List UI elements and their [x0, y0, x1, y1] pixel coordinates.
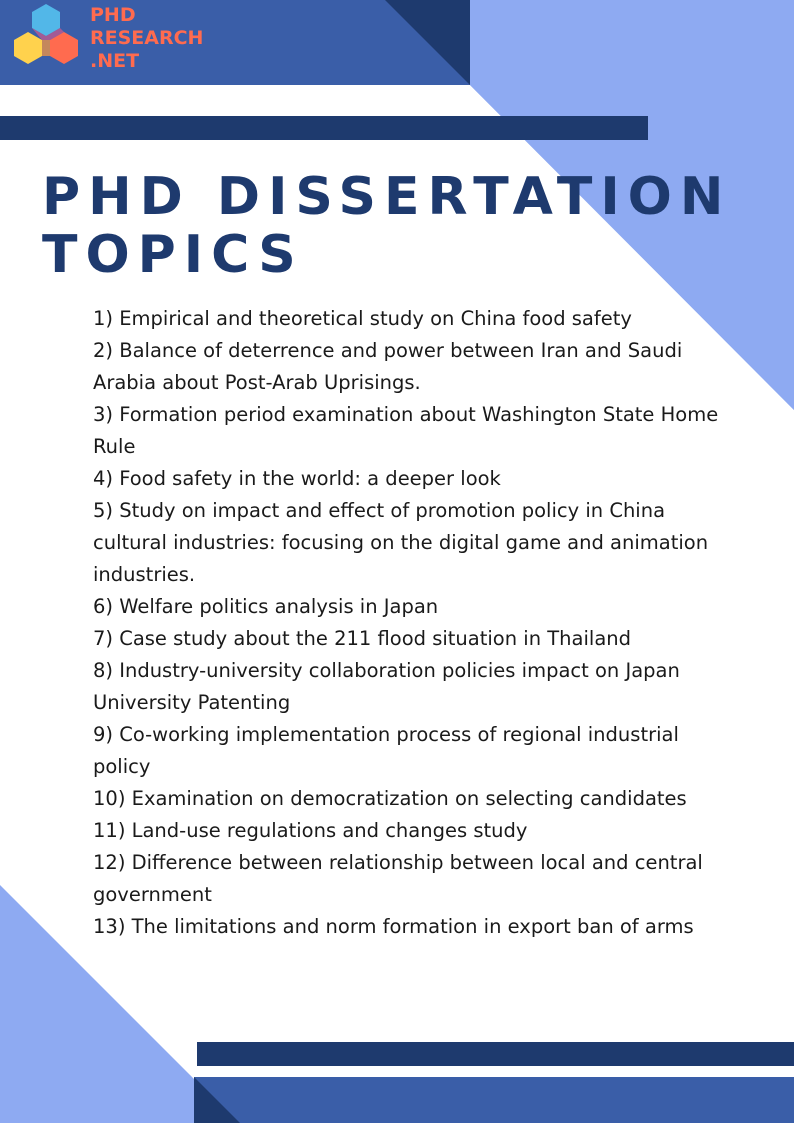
topics-list: [93, 303, 733, 943]
hexagon-logo-icon: [10, 2, 82, 74]
list-item: 6) Welfare politics analysis in Japan: [93, 595, 439, 618]
list-item: 1) Empirical and theoretical study on China food safety: [93, 307, 632, 330]
list-item: 10) Examination on democratization on selecting candidates: [93, 787, 687, 810]
list-item: 13) The limitations and norm formation in export ban of arms: [93, 915, 694, 938]
top-navy-bar: [0, 116, 648, 140]
list-item: 8) Industry-university collaboration policies impact on Japan University Patenting: [93, 659, 680, 714]
list-item: 12) Difference between relationship between local and central government: [93, 851, 703, 906]
list-item: 11) Land-use regulations and changes study: [93, 819, 528, 842]
list-item: 2) Balance of deterrence and power between Iran and Saudi Arabia about Post-Arab Uprisings.: [93, 339, 683, 394]
footer-blue-block: [194, 1077, 794, 1123]
list-item: 7) Case study about the 211 flood situation in Thailand: [93, 627, 632, 650]
logo-line-research: RESEARCH: [90, 27, 204, 49]
list-item: 4) Food safety in the world: a deeper look: [93, 467, 501, 490]
logo-line-net: .NET: [90, 50, 140, 72]
list-item: 5) Study on impact and effect of promotion policy in China cultural industries: focusing on the digital game and animation industries.: [93, 499, 709, 586]
site-logo[interactable]: [10, 2, 204, 74]
title-line-2: TOPICS: [42, 225, 304, 285]
logo-wordmark: [90, 4, 203, 73]
title-line-1: PHD DISSERTATION: [42, 167, 732, 227]
bottom-navy-bar: [197, 1042, 794, 1066]
list-item: 9) Co-working implementation process of regional industrial policy: [93, 723, 679, 778]
logo-line-phd: PHD: [90, 4, 136, 26]
list-item: 3) Formation period examination about Washington State Home Rule: [93, 403, 719, 458]
page-title: [42, 168, 731, 284]
